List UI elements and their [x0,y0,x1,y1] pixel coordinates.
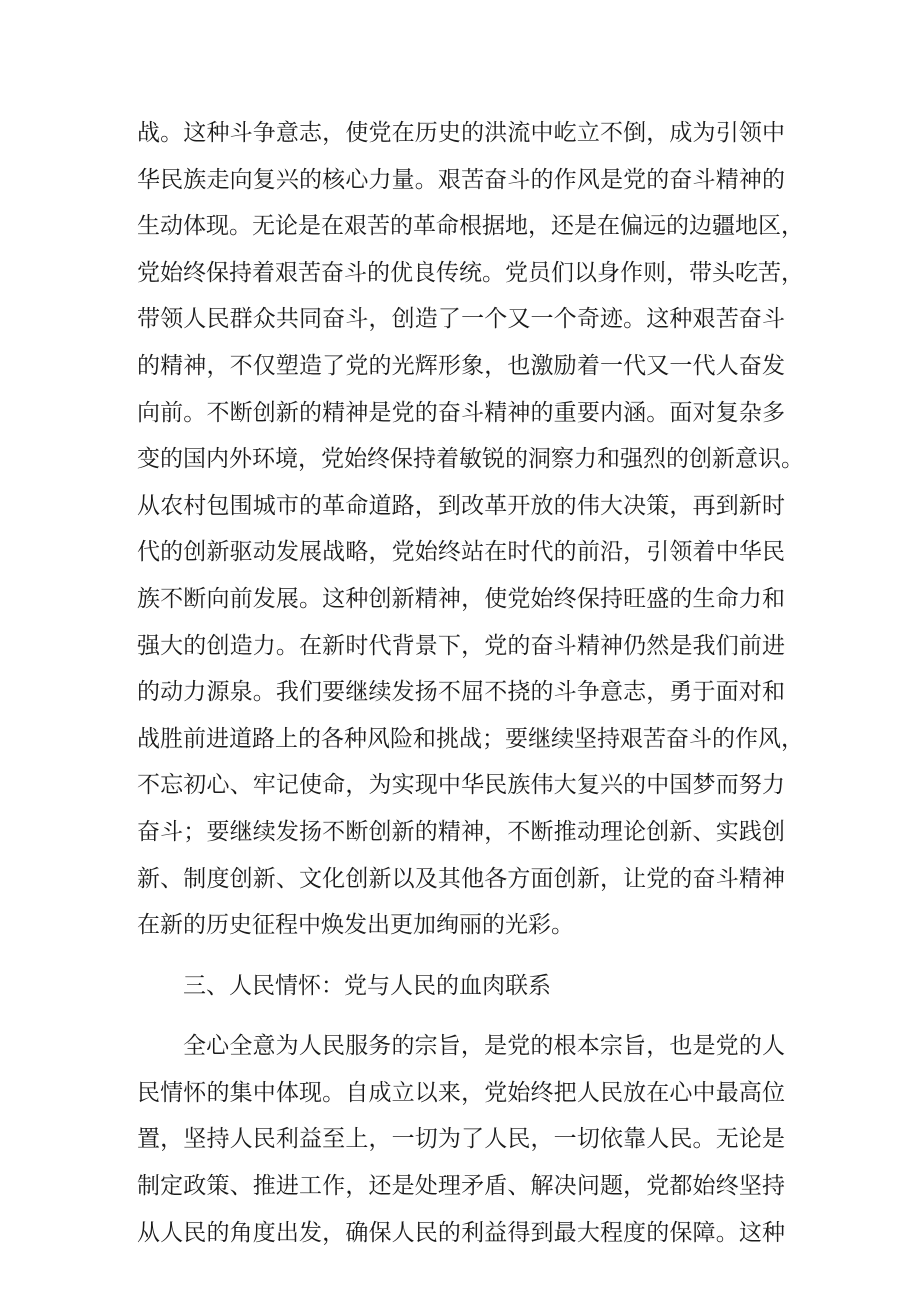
text-line: 生动体现。无论是在艰苦的革命根据地，还是在偏远的边疆地区， [137,213,804,240]
text-line: 民情怀的集中体现。自成立以来，党始终把人民放在心中最高位 [137,1079,785,1106]
text-line-first: 全心全意为人民服务的宗旨，是党的根本宗旨，也是党的人 [183,1033,785,1060]
text-line: 奋斗；要继续发扬不断创新的精神，不断推动理论创新、实践创 [137,818,785,845]
section-heading: 三、人民情怀：党与人民的血肉联系 [183,972,551,999]
text-line: 带领人民群众共同奋斗，创造了一个又一个奇迹。这种艰苦奋斗 [137,306,785,333]
text-line: 战。这种斗争意志，使党在历史的洪流中屹立不倒，成为引领中 [137,120,785,146]
text-line: 置，坚持人民利益至上，一切为了人民，一切依靠人民。无论是 [137,1126,785,1153]
text-line: 族不断向前发展。这种创新精神，使党始终保持旺盛的生命力和 [137,585,785,612]
text-line: 强大的创造力。在新时代背景下，党的奋斗精神仍然是我们前进 [137,632,785,659]
paragraph-spacer [137,949,785,963]
paragraph-2 [137,1023,785,1256]
text-line: 从农村包围城市的革命道路，到改革开放的伟大决策，再到新时 [137,492,785,519]
text-line: 的动力源泉。我们要继续发扬不屈不挠的斗争意志，勇于面对和 [137,679,785,706]
text-line: 华民族走向复兴的核心力量。艰苦奋斗的作风是党的奋斗精神的 [137,166,785,193]
text-line: 从人民的角度出发，确保人民的利益得到最大程度的保障。这种 [137,1219,785,1246]
text-line: 变的国内外环境，党始终保持着敏锐的洞察力和强烈的创新意识。 [137,446,804,473]
paragraph-spacer [137,1009,785,1023]
text-line-last: 在新的历史征程中焕发出更加绚丽的光彩。 [137,912,574,939]
paragraph-1 [137,110,804,949]
text-line: 的精神，不仅塑造了党的光辉形象，也激励着一代又一代人奋发 [137,352,785,379]
text-line: 战胜前进道路上的各种风险和挑战；要继续坚持艰苦奋斗的作风， [137,725,804,752]
document-body [137,110,804,1256]
text-line: 新、制度创新、文化创新以及其他各方面创新，让党的奋斗精神 [137,865,785,892]
text-line: 不忘初心、牢记使命，为实现中华民族伟大复兴的中国梦而努力 [137,772,785,799]
text-line: 制定政策、推进工作，还是处理矛盾、解决问题，党都始终坚持 [137,1173,785,1200]
text-line: 党始终保持着艰苦奋斗的优良传统。党员们以身作则，带头吃苦， [137,259,804,286]
text-line: 代的创新驱动发展战略，党始终站在时代的前沿，引领着中华民 [137,539,785,566]
text-line: 向前。不断创新的精神是党的奋斗精神的重要内涵。面对复杂多 [137,399,785,426]
